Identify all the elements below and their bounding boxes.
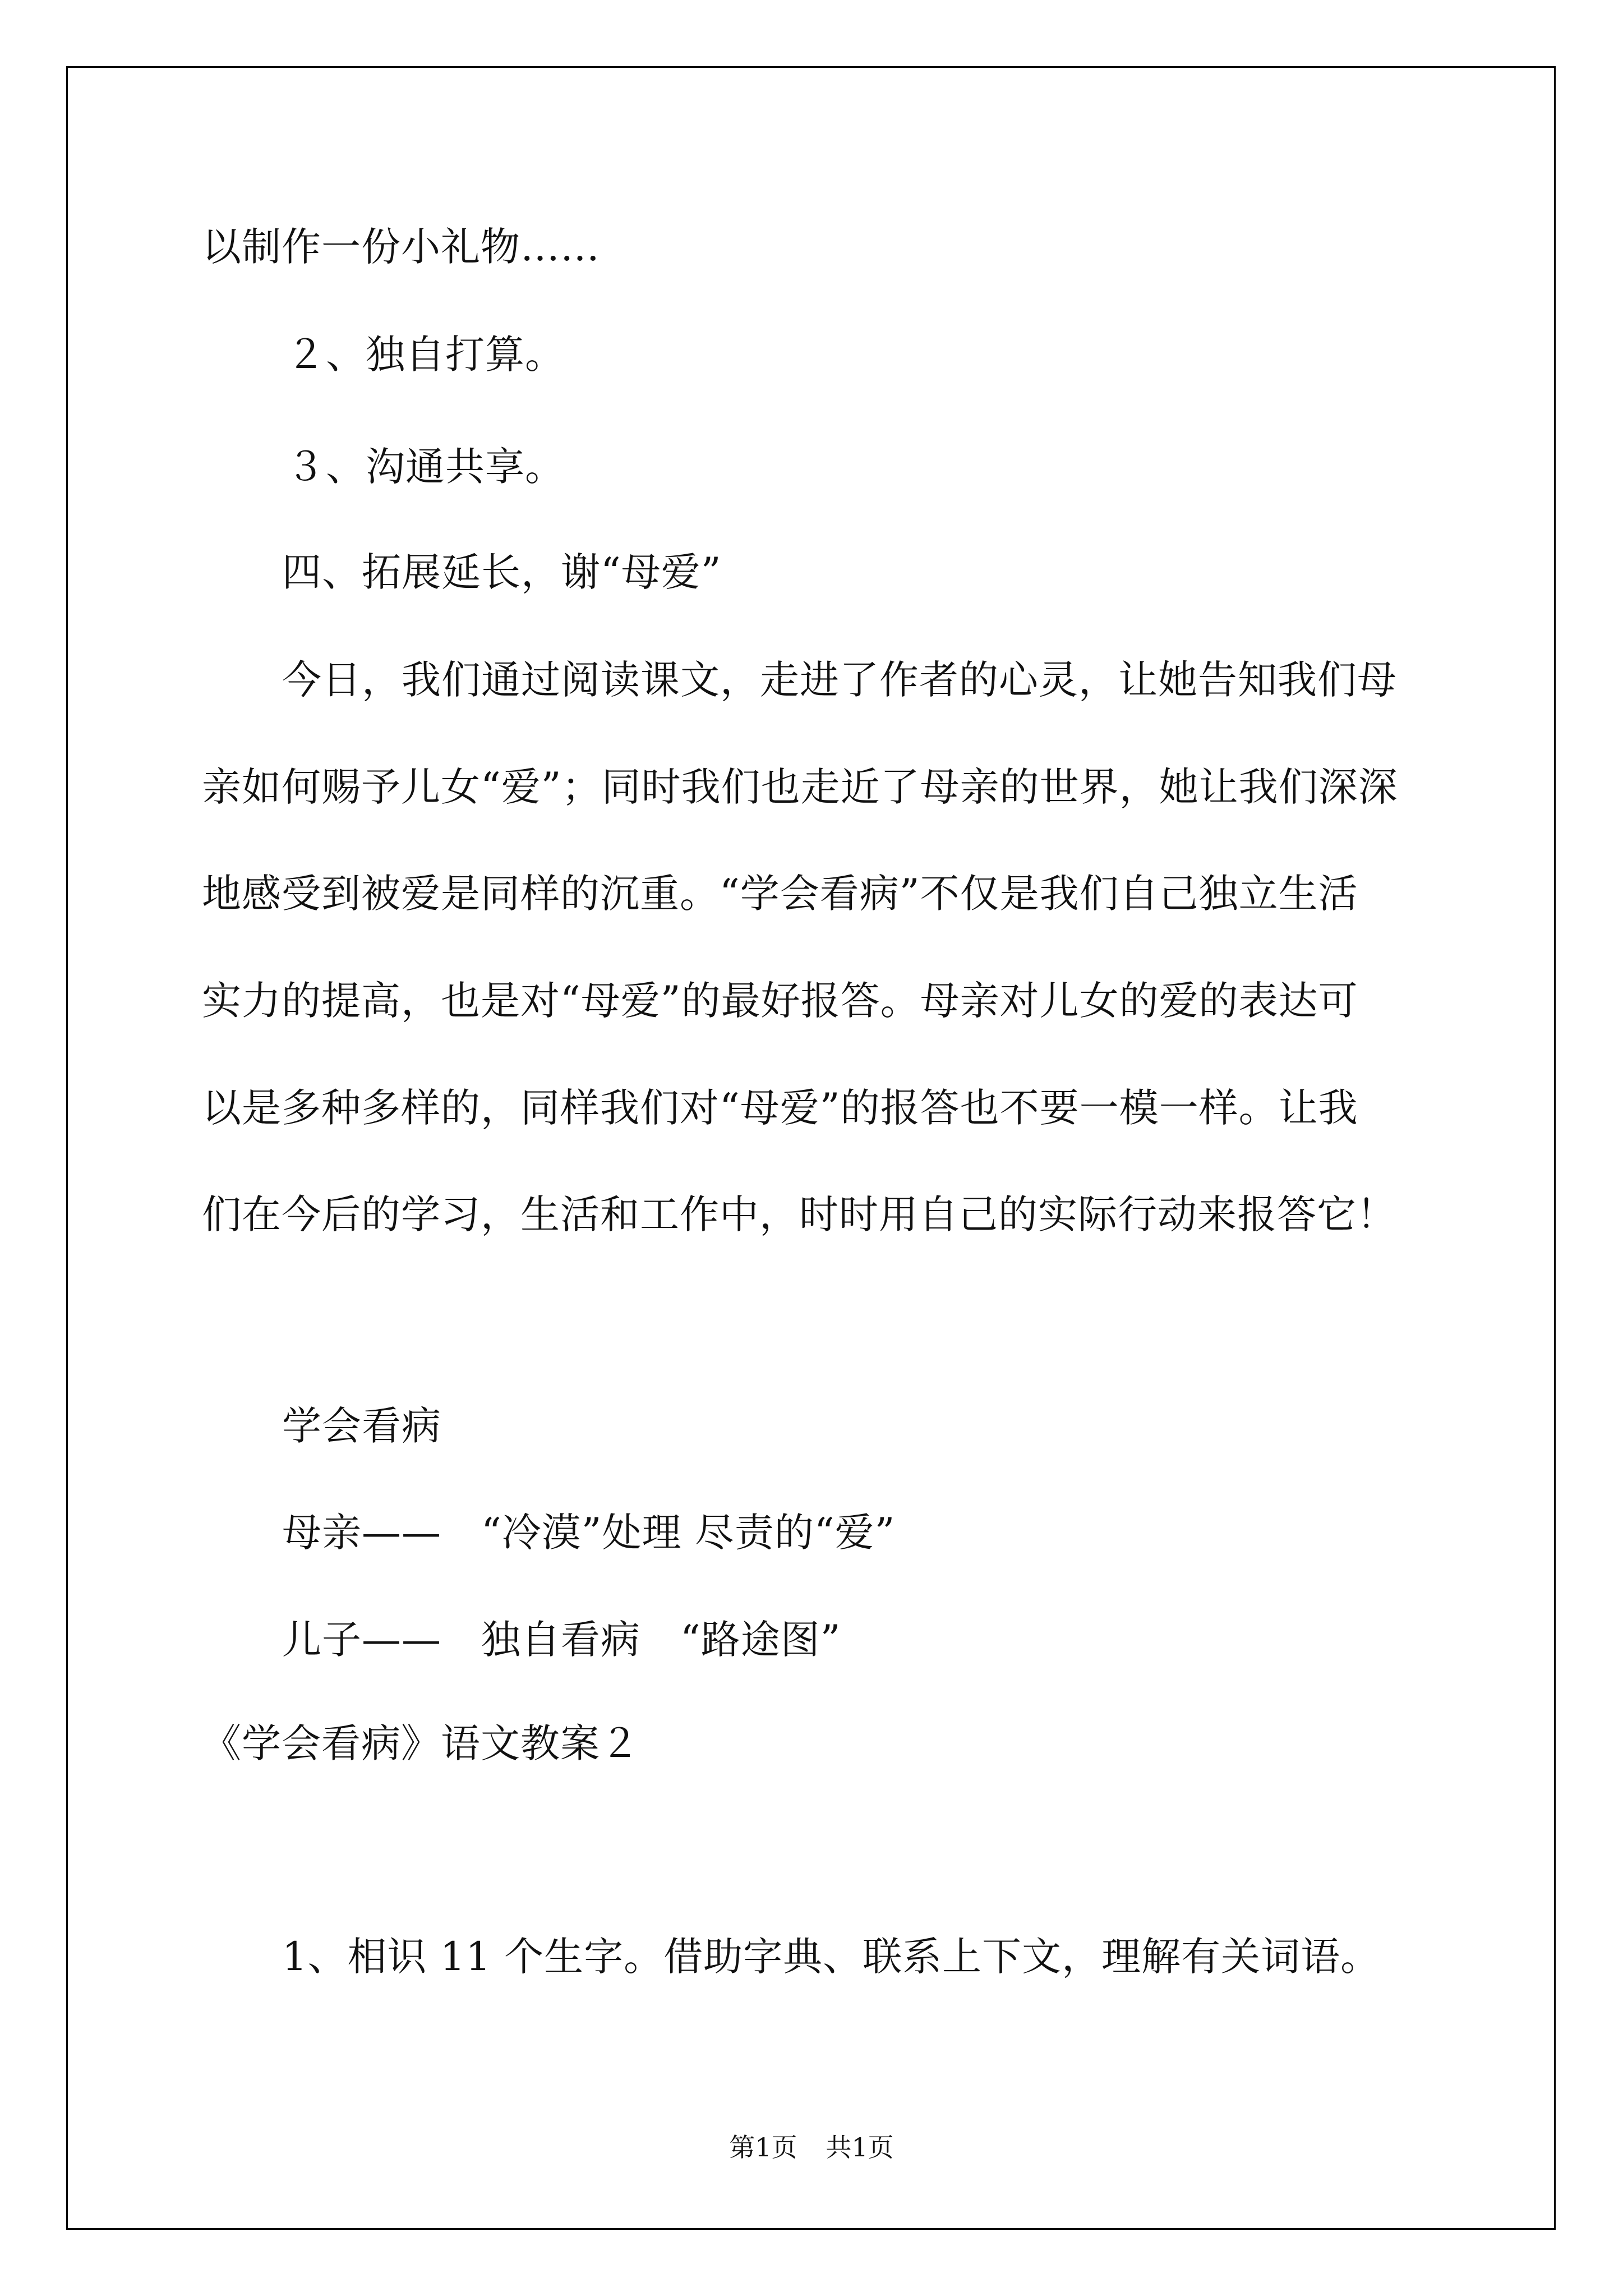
- objective-line-1: 1、相识 11 个生字。借助字典、联系上下文，理解有关词语。: [282, 1934, 1381, 1980]
- page-footer: [0, 2132, 1623, 2163]
- board-line-son: 儿子—— 独自看病 “路途图”: [282, 1617, 841, 1663]
- paragraph-line-2: 亲如何赐予儿女“爱”；同时我们也走近了母亲的世界，她让我们深深: [202, 764, 1398, 810]
- paragraph-line-4: 实力的提高，也是对“母爱”的最好报答。母亲对儿女的爱的表达可: [202, 978, 1358, 1024]
- section-heading-4: 四、拓展延长，谢“母爱”: [282, 549, 722, 595]
- paragraph-line-3: 地感受到被爱是同样的沉重。“学会看病”不仅是我们自己独立生活: [202, 871, 1358, 917]
- list-item-3: ３、沟通共享。: [286, 444, 565, 490]
- page-frame: [66, 66, 1556, 2230]
- board-title: 学会看病: [282, 1403, 441, 1449]
- page-number: 第1页: [729, 2132, 797, 2162]
- paragraph-line-6: 们在今后的学习，生活和工作中，时时用自己的实际行动来报答它！: [202, 1191, 1396, 1237]
- board-line-mother: 母亲—— “冷漠”处理 尽责的“爱”: [282, 1510, 896, 1556]
- paragraph-line-1: 今日，我们通过阅读课文，走进了作者的心灵，让她告知我们母: [282, 657, 1397, 703]
- page-total: 共1页: [826, 2132, 894, 2162]
- paragraph-line-5: 以是多种多样的，同样我们对“母爱”的报答也不要一模一样。让我: [202, 1085, 1358, 1131]
- lesson-plan-title: 《学会看病》语文教案２: [202, 1720, 640, 1766]
- list-item-2: ２、独自打算。: [286, 332, 565, 378]
- text-line-1: 以制作一份小礼物……: [202, 224, 600, 270]
